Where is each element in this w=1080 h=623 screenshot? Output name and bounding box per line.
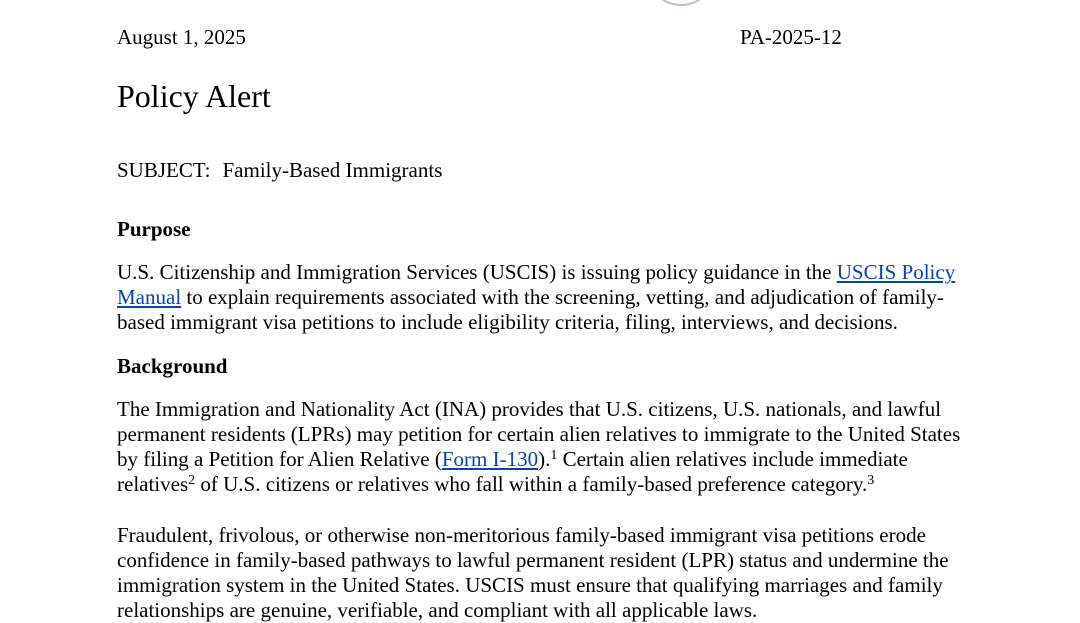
subject-label: SUBJECT: — [117, 158, 211, 182]
agency-seal-image — [646, 0, 716, 6]
purpose-text-2: to explain requirements associated with the screening, vetting, and adjudication of family- — [181, 285, 944, 309]
background-paragraph-2 — [117, 523, 1002, 623]
purpose-line-2 — [117, 285, 1002, 310]
background-p2-line-2: confidence in family-based pathways to lawful permanent resident (LPR) status and undermine the — [117, 548, 949, 572]
background-line-2: permanent residents (LPRs) may petition for certain alien relatives to immigrate to the United States — [117, 422, 961, 446]
background-p2-line-3: immigration system in the United States. USCIS must ensure that qualifying marriages and family — [117, 573, 943, 597]
footnote-2-marker: 2 — [188, 473, 196, 488]
subject-value: Family-Based Immigrants — [222, 158, 443, 182]
document-date: August 1, 2025 — [117, 25, 246, 49]
purpose-heading: Purpose — [117, 217, 191, 241]
background-line-1: The Immigration and Nationality Act (INA) provides that U.S. citizens, U.S. nationals, and lawful — [117, 397, 942, 421]
footnote-3-marker: 3 — [867, 473, 875, 488]
purpose-line-1 — [117, 260, 1002, 285]
purpose-paragraph — [117, 260, 1002, 335]
background-text-3b: ). — [538, 447, 551, 471]
subject-line — [117, 158, 442, 182]
purpose-line-3: based immigrant visa petitions to include eligibility criteria, filing, interviews, and decisions. — [117, 310, 898, 334]
background-line-4 — [117, 472, 1002, 497]
background-paragraph-1 — [117, 397, 1002, 497]
background-text-4a: relatives — [117, 472, 189, 496]
background-heading: Background — [117, 354, 228, 378]
background-text-3a: by filing a Petition for Alien Relative ( — [117, 447, 442, 471]
background-text-4b: of U.S. citizens or relatives who fall within a family-based preference category. — [195, 472, 868, 496]
alert-number: PA-2025-12 — [740, 25, 842, 49]
footnote-1-marker: 1 — [550, 448, 558, 463]
background-line-3 — [117, 447, 1002, 472]
form-i-130-link[interactable]: Form I-130 — [441, 447, 539, 471]
background-text-3c: Certain alien relatives include immediate — [557, 447, 908, 471]
uscis-policy-manual-link-part1[interactable]: USCIS Policy — [836, 260, 956, 284]
background-p2-line-4: relationships are genuine, verifiable, and compliant with all applicable laws. — [117, 598, 758, 622]
page-title: Policy Alert — [117, 78, 271, 114]
purpose-text-1: U.S. Citizenship and Immigration Services (USCIS) is issuing policy guidance in the — [117, 260, 837, 284]
uscis-policy-manual-link-part2[interactable]: Manual — [117, 285, 182, 309]
background-p2-line-1: Fraudulent, frivolous, or otherwise non-meritorious family-based immigrant visa petitions erode — [117, 523, 926, 547]
